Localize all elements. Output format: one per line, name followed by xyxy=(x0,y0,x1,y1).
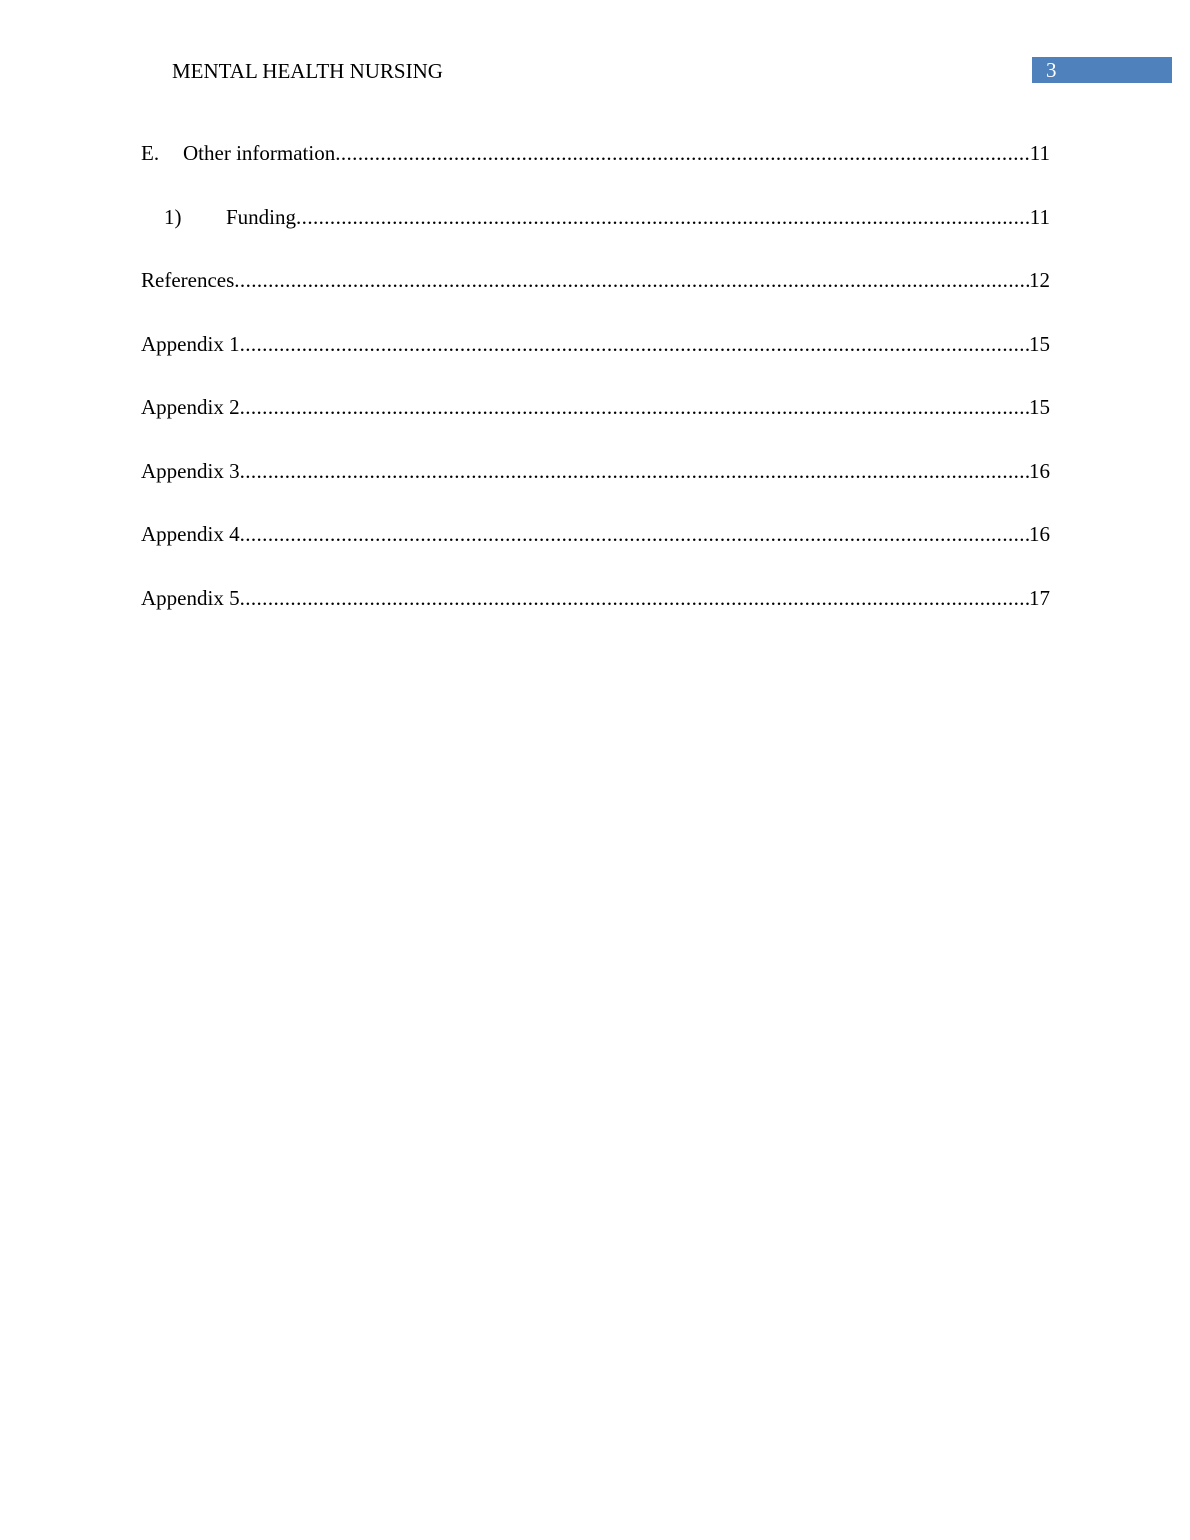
toc-entry-label: References xyxy=(141,268,235,292)
page-number-badge xyxy=(1032,57,1172,83)
toc-entry-page: 15 xyxy=(1029,395,1050,419)
toc-entry-page: 16 xyxy=(1029,522,1050,546)
toc-entry-label: Other information xyxy=(183,141,336,165)
toc-entry-label: Appendix 1 xyxy=(141,331,240,356)
toc-entry-label: Appendix 3 xyxy=(141,458,240,483)
toc-entry-page: 11 xyxy=(1029,141,1050,165)
toc-entry-page: 17 xyxy=(1029,585,1050,610)
toc-dot-leader xyxy=(240,457,1029,485)
toc-entry-appendix-4[interactable] xyxy=(141,520,1050,548)
toc-entry-other-information[interactable] xyxy=(141,139,1050,167)
toc-entry-page: 15 xyxy=(1029,331,1050,356)
toc-entry-appendix-5[interactable] xyxy=(141,584,1050,612)
toc-entry-appendix-2[interactable] xyxy=(141,393,1050,421)
toc-dot-leader xyxy=(335,139,1030,167)
toc-entry-number: 1) xyxy=(164,204,182,229)
toc-entry-funding[interactable] xyxy=(141,203,1050,231)
table-of-contents xyxy=(141,139,1050,647)
toc-entry-references[interactable] xyxy=(141,266,1050,294)
toc-entry-page: 12 xyxy=(1029,268,1050,292)
toc-entry-page: 11 xyxy=(1029,204,1050,229)
toc-entry-label: Appendix 5 xyxy=(141,585,240,610)
toc-entry-label: Funding xyxy=(226,204,297,229)
toc-entry-label: Appendix 4 xyxy=(141,522,240,546)
page-number: 3 xyxy=(1046,58,1057,82)
toc-dot-leader xyxy=(234,266,1029,294)
toc-dot-leader xyxy=(296,203,1030,231)
toc-dot-leader xyxy=(240,584,1029,612)
toc-dot-leader xyxy=(240,330,1029,358)
toc-dot-leader xyxy=(240,520,1029,548)
toc-entry-appendix-3[interactable] xyxy=(141,457,1050,485)
running-header-title: MENTAL HEALTH NURSING xyxy=(172,59,443,83)
toc-dot-leader xyxy=(240,393,1029,421)
toc-entry-appendix-1[interactable] xyxy=(141,330,1050,358)
toc-entry-page: 16 xyxy=(1029,458,1050,483)
toc-entry-label: Appendix 2 xyxy=(141,395,240,419)
toc-entry-number: E. xyxy=(141,141,160,165)
